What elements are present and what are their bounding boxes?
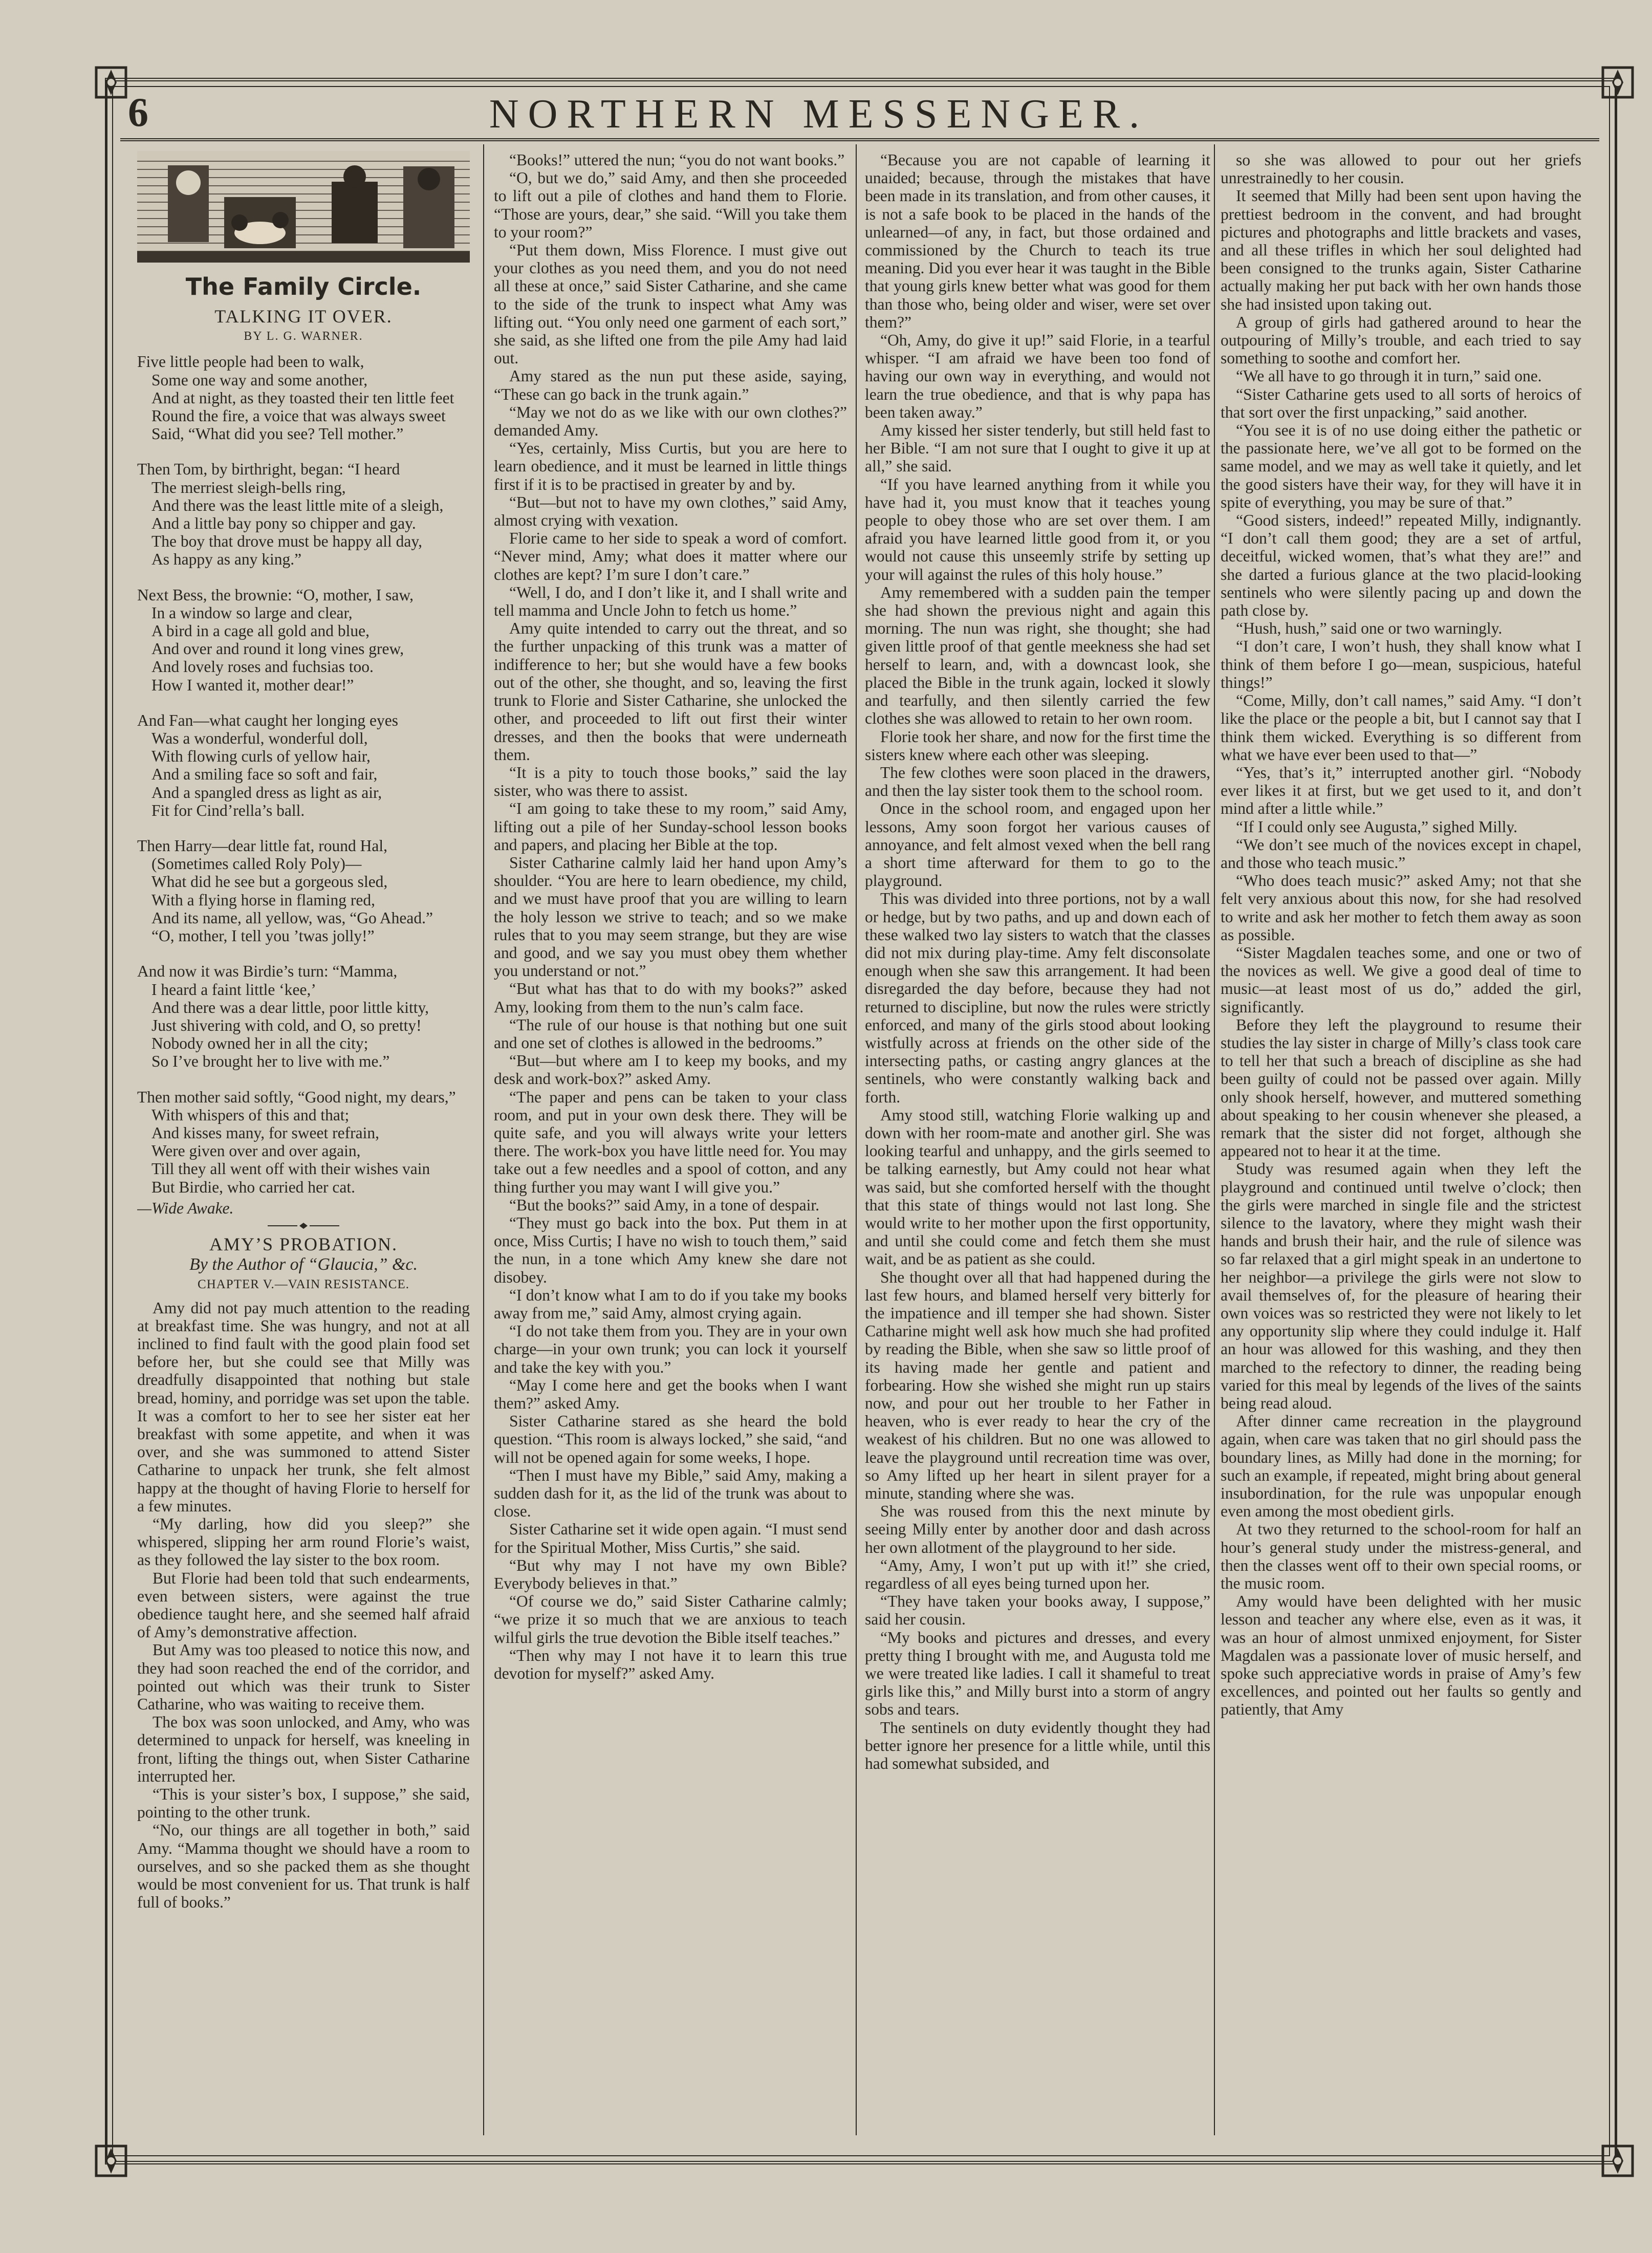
paragraph: Once in the school room, and engaged upon her lessons, Amy soon forgot her various causes of annoyance, and felt almost vexed when the bell rang a short time afterward for them to go to the playground. xyxy=(865,799,1210,890)
paragraph: Amy kissed her sister tenderly, but still held fast to her Bible. “I am not sure that I ought to give it up at all,” she said. xyxy=(865,421,1210,475)
paragraph: “Amy, Amy, I won’t put up with it!” she cried, regardless of all eyes being turned upon her. xyxy=(865,1556,1210,1593)
poem-stanza xyxy=(137,711,470,819)
poem-line: “O, mother, I tell you ’twas jolly!” xyxy=(151,927,375,945)
paragraph: She was roused from this the next minute by seeing Milly enter by another door and dash across her own allotment of the playground to her side. xyxy=(865,1502,1210,1556)
poem-body xyxy=(137,353,470,1196)
column-rule xyxy=(483,144,484,2135)
poem-line: Then Harry—dear little fat, round Hal, xyxy=(137,837,387,855)
paragraph: “Come, Milly, don’t call names,” said Amy. “I don’t like the place or the people a bit, but I cannot say that I think them wicked. Everything is so different from what we have ever been used to that—” xyxy=(1221,691,1581,764)
paragraph: The sentinels on duty evidently thought they had better ignore her presence for a little while, until this had somewhat subsided, and xyxy=(865,1718,1210,1773)
paragraph: “Books!” uttered the nun; “you do not want books.” xyxy=(509,151,845,169)
poem-stanza xyxy=(137,837,470,945)
poem-line: Was a wonderful, wonderful doll, xyxy=(151,729,368,748)
poem-stanza xyxy=(137,962,470,1070)
paragraph: “They have taken your books away, I suppose,” said her cousin. xyxy=(865,1592,1210,1629)
paragraph: “Well, I do, and I don’t like it, and I shall write and tell mamma and Uncle John to fetch us home.” xyxy=(494,583,847,620)
column-1 xyxy=(137,151,470,2137)
paragraph: “Yes, certainly, Miss Curtis, but you are here to learn obedience, and it must be learned in little things first if it is to be practised in greater by and by. xyxy=(494,439,847,493)
poem-line: Fit for Cind’rella’s ball. xyxy=(151,801,305,819)
poem-line: Till they all went off with their wishes vain xyxy=(151,1160,430,1178)
poem-line: With a flying horse in flaming red, xyxy=(151,891,376,909)
paragraph: Before they left the playground to resume their studies the lay sister in charge of Milly’s class took care to tell her that such a breach of discipline as she had been guilty of could not be passed over again. Milly only shook herself, however, and muttered something about speaking to her cousin whenever she pleased, a remark that the sister did not forget, although she appeared not to hear it at the time. xyxy=(1221,1015,1581,1160)
paragraph: Amy remembered with a sudden pain the temper she had shown the previous night and again this morning. The nun was right, she thought; she had given little proof of that gentle meekness she had set herself to learn, and, with a downcast look, she placed the Bible in the trunk again, locked it slowly and tearfully, and then silently carried the few clothes she was allowed to retain to her own room. xyxy=(865,583,1210,728)
poem-line: And kisses many, for sweet refrain, xyxy=(151,1123,379,1142)
paragraph: At two they returned to the school-room for half an hour’s general study under the mistress-general, and then the classes went off to their own special rooms, or the music room. xyxy=(1221,1520,1581,1593)
story-author: By the Author of “Glaucia,” &c. xyxy=(189,1255,418,1274)
poem-line: With flowing curls of yellow hair, xyxy=(151,747,371,766)
paragraph: After dinner came recreation in the playground again, when care was taken that no girl should pass the boundary lines, as Milly had done in the morning; for such an example, if repeated, might bring about general insubordination, for the rule was unpopular enough even among the most obedient girls. xyxy=(1221,1412,1581,1521)
paragraph: so she was allowed to pour out her griefs unrestrainedly to her cousin. xyxy=(1221,151,1581,187)
paragraph: But Florie had been told that such endearments, even between sisters, were against the true obedience taught here, and she seemed half afraid of Amy’s demonstrative affection. xyxy=(137,1569,470,1641)
paragraph: Amy stood still, watching Florie walking up and down with her room-mate and another girl. She was looking tearful and unhappy, and the girls seemed to be talking earnestly, but Amy could not hear what was said, but she comforted herself with the thought that this state of things would not last long. She would write to her mother upon the first opportunity, and until she could come and fetch them she must wait, and be as patient as she could. xyxy=(865,1106,1210,1268)
paragraph: Florie came to her side to speak a word of comfort. “Never mind, Amy; what does it matter where our clothes are kept? I’m sure I don’t care.” xyxy=(494,529,847,583)
paragraph: Florie took her share, and now for the first time the sisters knew where each other was sleeping. xyxy=(865,727,1210,764)
paragraph: “Sister Magdalen teaches some, and one or two of the novices as well. We give a good deal of time to music—at least most of us do,” added the girl, significantly. xyxy=(1221,943,1581,1016)
poem-line: And a smiling face so soft and fair, xyxy=(151,765,378,784)
section-heading: The Family Circle. xyxy=(185,273,422,300)
paragraph: “We all have to go through it in turn,” said one. xyxy=(1236,367,1542,385)
paragraph: “But—but where am I to keep my books, and my desk and work-box?” asked Amy. xyxy=(494,1052,847,1088)
poem-line: The boy that drove must be happy all day, xyxy=(151,532,422,551)
poem-line: And now it was Birdie’s turn: “Mamma, xyxy=(137,962,398,981)
poem-line: In a window so large and clear, xyxy=(151,603,353,622)
paragraph: Amy stared as the nun put these aside, saying, “These can go back in the trunk again.” xyxy=(494,367,847,403)
paragraph: “Then why may I not have it to learn this true devotion for myself?” asked Amy. xyxy=(494,1646,847,1683)
paragraph: It seemed that Milly had been sent upon having the prettiest bedroom in the convent, and had brought pictures and photographs and little brackets and vases, and all these trifles in which her soul delighted had been consigned to the trunks again, Sister Catharine actually making her put back with her own hands those she had insisted upon taking out. xyxy=(1221,187,1581,313)
paragraph: “I don’t care, I won’t hush, they shall know what I think of them before I go—mean, suspicious, hateful things!” xyxy=(1221,637,1581,691)
header-rule xyxy=(120,138,1599,141)
poem-line: Some one way and some another, xyxy=(151,371,368,389)
poem-line: How I wanted it, mother dear!” xyxy=(151,676,354,694)
paragraph: “The paper and pens can be taken to your class room, and put in your own desk there. They will be quite safe, and you will always write your letters there. The work-box you have little need for. You may take out a few needles and a spool of cotton, and any thing further you may want I will give you.” xyxy=(494,1088,847,1196)
paragraph: “May we not do as we like with our own clothes?” demanded Amy. xyxy=(494,403,847,440)
paragraph: “Oh, Amy, do give it up!” said Florie, in a tearful whisper. “I am afraid we have been too fond of having our own way in everything, and would not learn the true obedience, and that is why papa has been taken away.” xyxy=(865,331,1210,421)
story-text xyxy=(137,1299,470,1912)
poem-line: Round the fire, a voice that was always sweet xyxy=(151,407,446,425)
paragraph: “We don’t see much of the novices except in chapel, and those who teach music.” xyxy=(1221,835,1581,872)
paragraph: She thought over all that had happened during the last few hours, and blamed herself very bitterly for the impatience and ill temper she had shown. Sister Catharine might well ask how much she had profited by reading the Bible, when she saw so little proof of its having made her gentle and patient and forbearing. How she wished she might run up stairs now, and pour out her trouble to her Father in heaven, who is ever ready to hear the cry of the weakest of his children. But no one was allowed to leave the playground until recreation time was over, so Amy lifted up her heart in silent prayer for a minute, standing where she was. xyxy=(865,1268,1210,1503)
poem-line: Then Tom, by birthright, began: “I heard xyxy=(137,460,400,479)
paragraph: “My books and pictures and dresses, and every pretty thing I brought with me, and Augusta told me we were treated like ladies. I call it shameful to treat girls like this,” and Milly burst into a storm of angry sobs and tears. xyxy=(865,1628,1210,1719)
paragraph: “They must go back into the box. Put them in at once, Miss Curtis; I have no wish to touch them,” said the nun, in a tone which Amy knew she dare not disobey. xyxy=(494,1214,847,1286)
paragraph: “Who does teach music?” asked Amy; not that she felt very anxious about this now, for she had resolved to write and ask her mother to fetch them away as soon as possible. xyxy=(1221,872,1581,944)
paragraph: “O, but we do,” said Amy, and then she proceeded to lift out a pile of clothes and hand them to Florie. “Those are yours, dear,” she said. “Will you take them to your room?” xyxy=(494,169,847,241)
paragraph: “Because you are not capable of learning it unaided; because, through the mistakes that have been made in its translation, and from other causes, it is not a safe book to be placed in the hands of the unlearned—of any, in fact, but those ordained and commissioned by the Church to teach its true meaning. Did you ever hear it was taught in the Bible that young girls knew better what was good for them than those who, being older and wiser, were set over them?” xyxy=(865,151,1210,331)
poem-line: Five little people had been to walk, xyxy=(137,353,364,371)
divider-ornament-icon xyxy=(268,1222,339,1229)
paragraph: “But—but not to have my own clothes,” said Amy, almost crying with vexation. xyxy=(494,493,847,530)
poem-line: With whispers of this and that; xyxy=(151,1106,350,1124)
paragraph: “Good sisters, indeed!” repeated Milly, indignantly. “I don’t call them good; they are a set of artful, deceitful, wicked women, that’s what they are!” and she darted a furious glance at the two placid-looking sentinels who were silently pacing up and down the path close by. xyxy=(1221,511,1581,620)
paragraph: “Then I must have my Bible,” said Amy, making a sudden dash for it, as the lid of the trunk was about to close. xyxy=(494,1466,847,1521)
poem-line: What did he see but a gorgeous sled, xyxy=(151,873,388,891)
poem-line: Said, “What did you see? Tell mother.” xyxy=(151,425,404,443)
poem-source: —Wide Awake. xyxy=(137,1199,234,1217)
paragraph: “Hush, hush,” said one or two warningly. xyxy=(1236,619,1503,638)
paragraph: “If I could only see Augusta,” sighed Milly. xyxy=(1236,817,1517,836)
poem-line: Next Bess, the brownie: “O, mother, I saw, xyxy=(137,586,414,604)
paragraph: “Yes, that’s it,” interrupted another girl. “Nobody ever likes it at first, but we get used to it, and don’t mind after a little while.” xyxy=(1221,763,1581,818)
poem-line: And a spangled dress as light as air, xyxy=(151,783,382,801)
paragraph: Sister Catharine stared as she heard the bold question. “This room is always locked,” she said, “and will not be opened again for some weeks, I hope. xyxy=(494,1412,847,1466)
poem-title: TALKING IT OVER. xyxy=(214,306,393,327)
page-number: 6 xyxy=(128,90,148,135)
family-fireside-illustration xyxy=(137,151,470,263)
corner-ornament-icon xyxy=(91,2141,131,2181)
paragraph: “The rule of our house is that nothing but one suit and one set of clothes is allowed in the bedrooms.” xyxy=(494,1015,847,1052)
corner-ornament-icon xyxy=(91,62,131,102)
paragraph: This was divided into three portions, not by a wall or hedge, but by two paths, and up and down each of these walked two lay sisters to watch that the classes did not mix during play-time. Amy felt disconsolate enough when she saw this arrangement. It had been disregarded the day before, because they had not returned to discipline, but now the rules were strictly enforced, and many of the girls stood about looking wistfully across at friends on the other side of the intersecting paths, or casting angry glances at the sentinels, who were constantly walking back and forth. xyxy=(865,890,1210,1106)
paragraph: “But the books?” said Amy, in a tone of despair. xyxy=(509,1196,819,1214)
poem-line: The merriest sleigh-bells ring, xyxy=(151,478,346,496)
paragraph: “May I come here and get the books when I want them?” asked Amy. xyxy=(494,1376,847,1413)
paragraph: “You see it is of no use doing either the pathetic or the passionate here, we’ve all got to be formed on the same model, and we may as well take it quietly, and let the good sisters have their way, for they will have it in spite of everything, you may be sure of that.” xyxy=(1221,421,1581,511)
paragraph: A group of girls had gathered around to hear the outpouring of Milly’s trouble, and each tried to say something to soothe and comfort her. xyxy=(1221,313,1581,367)
paragraph: Amy quite intended to carry out the threat, and so the further unpacking of this trunk was a matter of indifference to her; but she would have a few books out of the other, she thought, and so, leaving the first trunk to Florie and Sister Catharine, she unlocked the other, and proceeded to lift out first their winter dresses, and then the books that were underneath them. xyxy=(494,619,847,764)
column-3 xyxy=(865,151,1210,2137)
poem-stanza xyxy=(137,586,470,694)
paragraph: The few clothes were soon placed in the drawers, and then the lay sister took them to the school room. xyxy=(865,763,1210,800)
paragraph: “But why may I not have my own Bible? Everybody believes in that.” xyxy=(494,1556,847,1593)
corner-ornament-icon xyxy=(1598,62,1638,102)
poem-line: And over and round it long vines grew, xyxy=(151,640,404,658)
paragraph: “My darling, how did you sleep?” she whispered, slipping her arm round Florie’s waist, as they followed the lay sister to the box room. xyxy=(137,1514,470,1569)
paragraph: “I don’t know what I am to do if you take my books away from me,” said Amy, almost crying again. xyxy=(494,1286,847,1322)
paragraph: Sister Catharine set it wide open again. “I must send for the Spiritual Mother, Miss Curtis,” she said. xyxy=(494,1520,847,1556)
paragraph: “This is your sister’s box, I suppose,” she said, pointing to the other trunk. xyxy=(137,1785,470,1822)
poem-line: And a little bay pony so chipper and gay. xyxy=(151,514,416,533)
poem-byline: BY L. G. WARNER. xyxy=(244,330,363,343)
poem-line: And its name, all yellow, was, “Go Ahead.” xyxy=(151,908,433,927)
poem-line: And there was the least little mite of a sleigh, xyxy=(151,496,444,514)
paragraph: “It is a pity to touch those books,” said the lay sister, who was there to assist. xyxy=(494,763,847,800)
chapter-heading: CHAPTER V.—VAIN RESISTANCE. xyxy=(198,1277,409,1292)
poem-line: Nobody owned her in all the city; xyxy=(151,1034,368,1053)
poem-line: Then mother said softly, “Good night, my dears,” xyxy=(137,1088,456,1106)
poem-line: And lovely roses and fuchsias too. xyxy=(151,658,374,676)
poem-line: So I’ve brought her to live with me.” xyxy=(151,1052,390,1071)
column-2 xyxy=(494,151,847,2137)
poem-stanza xyxy=(137,353,470,443)
paragraph: Sister Catharine calmly laid her hand upon Amy’s shoulder. “You are here to learn obedience, my child, and we must have proof that you are willing to learn the holy lesson we strive to teach; and so we make rules that to you may seem strange, but they are wise and good, and we say you must obey them whether you understand or not.” xyxy=(494,853,847,980)
column-rule xyxy=(856,144,857,2135)
paragraph: “But what has that to do with my books?” asked Amy, looking from them to the nun’s calm face. xyxy=(494,980,847,1016)
poem-line: Were given over and over again, xyxy=(151,1142,361,1160)
paragraph: Amy would have been delighted with her music lesson and teacher any where else, even as it was, it was an hour of almost unmixed enjoyment, for Sister Magdalen was a passionate lover of music herself, and spoke such appreciative words in praise of Amy’s few excellences, and pointed out her faults so gently and patiently, that Amy xyxy=(1221,1592,1581,1719)
masthead: NORTHERN MESSENGER. xyxy=(489,92,1149,137)
poem-line: But Birdie, who carried her cat. xyxy=(151,1178,355,1196)
poem-line: I heard a faint little ‘kee,’ xyxy=(151,980,316,999)
paragraph: But Amy was too pleased to notice this now, and they had soon reached the end of the corridor, and pointed out which was their trunk to Sister Catharine, who was waiting to receive them. xyxy=(137,1641,470,1714)
paragraph: Study was resumed again when they left the playground and continued until twelve o’clock; then the girls were marched in single file and the strictest silence to the lavatory, where they might wash their hands and brush their hair, and the rule of silence was so far relaxed that a girl might speak in an undertone to her neighbor—a privilege the girls were not slow to avail themselves of, for the pleasure of hearing their own voices was so restricted they were not likely to let any opportunity slip where they could indulge it. Half an hour was allowed for this washing, and they then marched to the refectory to dinner, the reading being varied for this meal by legends of the lives of the saints being read aloud. xyxy=(1221,1160,1581,1413)
corner-ornament-icon xyxy=(1598,2141,1638,2181)
paragraph: “I am going to take these to my room,” said Amy, lifting out a pile of her Sunday-school lesson books and papers, and placing her Bible at the top. xyxy=(494,799,847,854)
paragraph: Amy did not pay much attention to the reading at breakfast time. She was hungry, and not at all inclined to find fault with the good plain food set before her, but she could see that Milly was dreadfully disappointed that nothing but stale bread, hominy, and porridge was set upon the table. It was a comfort to her to see her sister eat her breakfast with some appetite, and when it was over, and she was summoned to attend Sister Catharine to unpack her trunk, she felt almost happy at the thought of having Florie to herself for a few minutes. xyxy=(137,1298,470,1515)
paragraph: “Sister Catharine gets used to all sorts of heroics of that sort over the first unpacking,” said another. xyxy=(1221,385,1581,421)
paragraph: “If you have learned anything from it while you have had it, you must know that it teaches young people to obey those who are set over them. I am afraid you have learned little good from it, or you would not cause this unseemly strife by setting up your will against the rules of this holy house.” xyxy=(865,475,1210,583)
paragraph: “No, our things are all together in both,” said Amy. “Mamma thought we should have a room to ourselves, and so she packed them as she thought would be most convenient for us. That trunk is half full of books.” xyxy=(137,1821,470,1912)
paragraph: The box was soon unlocked, and Amy, who was determined to unpack for herself, was kneeling in front, lifting the things out, when Sister Catharine interrupted her. xyxy=(137,1713,470,1785)
poem-line: A bird in a cage all gold and blue, xyxy=(151,622,370,640)
poem-stanza xyxy=(137,460,470,568)
paragraph: “Of course we do,” said Sister Catharine calmly; “we prize it so much that we are anxious to teach wilful girls the true devotion the Bible itself teaches.” xyxy=(494,1592,847,1647)
column-rule xyxy=(1214,144,1215,2135)
paragraph: “Put them down, Miss Florence. I must give out your clothes as you need them, and you do not need all these at once,” said Sister Catharine, and she came to the side of the trunk to inspect what Amy was lifting out. “You only need one garment of each sort,” she said, as she lifted one from the pile Amy had laid out. xyxy=(494,241,847,367)
column-4 xyxy=(1221,151,1581,2137)
paragraph: “I do not take them from you. They are in your own charge—in your own trunk; you can lock it yourself and take the key with you.” xyxy=(494,1322,847,1376)
poem-line: And there was a dear little, poor little kitty, xyxy=(151,998,429,1016)
poem-line: And Fan—what caught her longing eyes xyxy=(137,711,399,729)
poem-line: As happy as any king.” xyxy=(151,550,302,569)
poem-line: Just shivering with cold, and O, so pretty! xyxy=(151,1016,422,1034)
poem-stanza xyxy=(137,1088,470,1196)
story-title: AMY’S PROBATION. xyxy=(209,1233,398,1254)
poem-line: (Sometimes called Roly Poly)— xyxy=(151,855,362,873)
poem-line: And at night, as they toasted their ten little feet xyxy=(151,388,454,407)
